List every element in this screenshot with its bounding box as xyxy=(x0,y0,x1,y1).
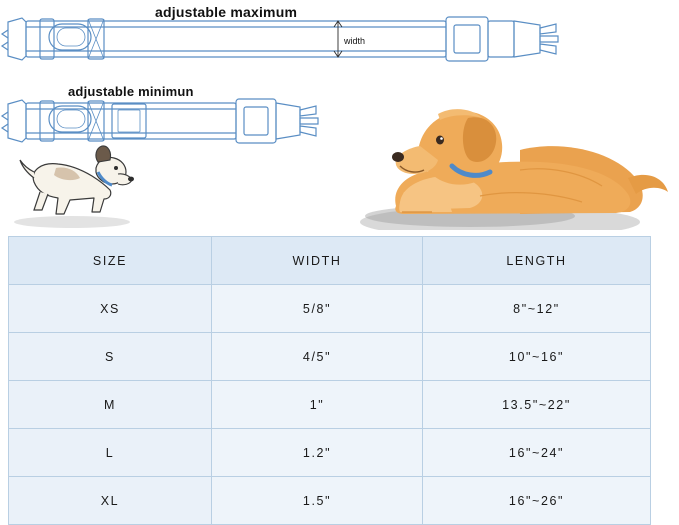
cell-size: XS xyxy=(9,285,212,333)
cell-width: 1.5" xyxy=(212,477,423,525)
cell-length: 13.5"~22" xyxy=(423,381,651,429)
cell-size: XL xyxy=(9,477,212,525)
cell-size: M xyxy=(9,381,212,429)
table-row xyxy=(9,381,651,429)
golden-retriever-illustration xyxy=(360,109,668,230)
collar-illustrations xyxy=(0,0,679,230)
cell-length: 16"~24" xyxy=(423,429,651,477)
size-chart-table xyxy=(8,236,651,525)
cell-size: L xyxy=(9,429,212,477)
cell-width: 4/5" xyxy=(212,333,423,381)
cell-width: 5/8" xyxy=(212,285,423,333)
collar-diagram xyxy=(0,0,679,230)
cell-size: S xyxy=(9,333,212,381)
cell-length: 16"~26" xyxy=(423,477,651,525)
cell-width: 1" xyxy=(212,381,423,429)
cell-width: 1.2" xyxy=(212,429,423,477)
cell-length: 8"~12" xyxy=(423,285,651,333)
header-length: LENGTH xyxy=(423,237,651,285)
table-row xyxy=(9,429,651,477)
header-size: SIZE xyxy=(9,237,212,285)
label-adjustable-maximum: adjustable maximum xyxy=(155,4,298,20)
table-header-row xyxy=(9,237,651,285)
running-dog-illustration xyxy=(14,146,134,228)
table-row xyxy=(9,333,651,381)
label-width: width xyxy=(344,36,366,46)
table-row xyxy=(9,477,651,525)
cell-length: 10"~16" xyxy=(423,333,651,381)
table-row xyxy=(9,285,651,333)
header-width: WIDTH xyxy=(212,237,423,285)
label-adjustable-minimum: adjustable minimun xyxy=(68,84,194,99)
